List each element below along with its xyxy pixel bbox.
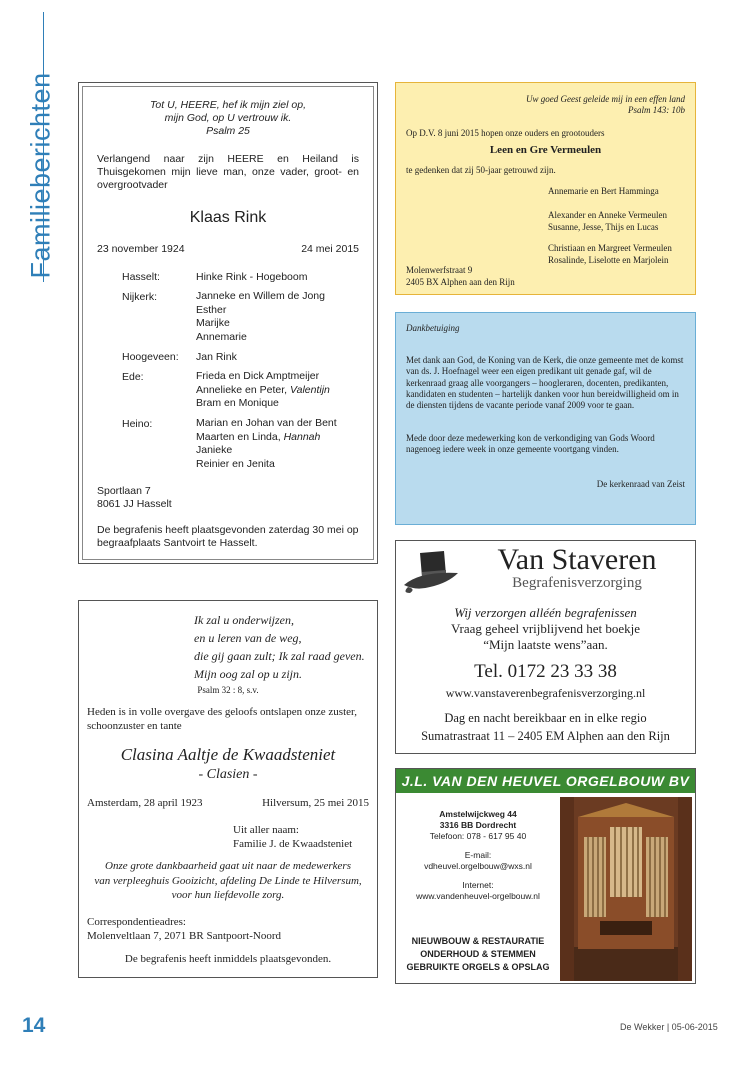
- verm-line: Op D.V. 8 juni 2015 hopen onze ouders en grootouders: [406, 128, 605, 138]
- staveren-slogan: Wij verzorgen alléén begrafenissen: [454, 605, 637, 620]
- kwd-intro: Heden is in volle overgave des geloofs ontslapen onze zuster, schoonzuster en tante: [87, 706, 357, 732]
- family-place: Heino:: [122, 418, 153, 430]
- verm-address: Molenwerfstraat 9: [406, 265, 473, 275]
- birth-date: 23 november 1924: [97, 243, 185, 255]
- verm-verse: Uw goed Geest geleide mij in een effen land: [526, 94, 685, 104]
- notice-klaas-rink: [78, 82, 378, 564]
- children: Christiaan en Margreet Vermeulen: [548, 243, 672, 253]
- dank-signature: De kerkenraad van Zeist: [596, 479, 685, 489]
- death-date: 24 mei 2015: [301, 243, 359, 255]
- heuvel-title-band: J.L. VAN DEN HEUVEL ORGELBOUW BV: [396, 769, 695, 793]
- notice-dankbetuiging: [395, 312, 696, 525]
- rink-verse: Tot U, HEERE, hef ik mijn ziel op, mijn God, op U vertrouw ik. Psalm 25: [149, 99, 306, 137]
- family-names: Janneke en Willem de Jong Esther Marijke Annemarie: [196, 290, 325, 343]
- kwd-death: Hilversum, 25 mei 2015: [262, 797, 369, 809]
- heuvel-contact: Amstelwijckweg 44 3316 BB Dordrecht Telefoon: 078 - 617 95 40 E-mail: vdheuvel.orgelbouw@wxs.nl Internet: www.vandenheuvel-orgelbouw.nl: [400, 809, 556, 902]
- family-place: Hasselt:: [122, 271, 160, 283]
- kwd-signature: Uit aller naam: Familie J. de Kwaadsteniet: [233, 824, 353, 850]
- verm-address: 2405 BX Alphen aan den Rijn: [406, 277, 515, 287]
- family-names: Hinke Rink - Hogeboom: [196, 271, 308, 283]
- family-names: Frieda en Dick Amptmeijer Annelieke en Peter, Valentijn Bram en Monique: [196, 370, 330, 410]
- kwd-verse-ref: Psalm 32 : 8, s.v.: [197, 685, 259, 695]
- top-hat-icon: [400, 549, 462, 595]
- verm-verse-ref: Psalm 143: 10b: [628, 105, 685, 115]
- rink-intro: Verlangend naar zijn HEERE en Heiland is Thuisgekomen mijn lieve man, onze vader, groot- en overgrootvader: [97, 153, 359, 191]
- verm-line: te gedenken dat zij 50-jaar getrouwd zijn.: [406, 165, 556, 175]
- kwd-nickname: - Clasien -: [198, 767, 258, 782]
- rink-burial: De begrafenis heeft plaatsgevonden zaterdag 30 mei op begraafplaats Santvoirt te Hasselt.: [97, 524, 359, 549]
- family-names: Marian en Johan van der Bent Maarten en Linda, Hannah Janieke Reinier en Jenita: [196, 417, 337, 470]
- family-place: Hoogeveen:: [122, 351, 179, 363]
- staveren-sub: Begrafenisverzorging: [512, 575, 642, 591]
- staveren-line: Dag en nacht bereikbaar en in elke regio: [444, 711, 647, 725]
- section-title: Familieberichten: [25, 72, 56, 279]
- footer-credit: De Wekker | 05-06-2015: [620, 1022, 718, 1032]
- heuvel-email[interactable]: vdheuvel.orgelbouw@wxs.nl: [424, 861, 532, 871]
- notice-kwaadsteniet: [78, 600, 378, 978]
- kwd-deceased-name: Clasina Aaltje de Kwaadsteniet: [120, 745, 336, 764]
- family-names: Jan Rink: [196, 351, 237, 363]
- dank-title: Dankbetuiging: [406, 323, 460, 333]
- deceased-name: Klaas Rink: [189, 209, 267, 226]
- staveren-line: “Mijn laatste wens”aan.: [483, 637, 608, 652]
- ad-van-staveren: [395, 540, 696, 754]
- page-number: 14: [22, 1014, 46, 1037]
- family-place: Ede:: [122, 371, 144, 383]
- ad-heuvel-orgelbouw: [395, 768, 696, 984]
- kwd-burial: De begrafenis heeft inmiddels plaatsgevonden.: [124, 953, 332, 965]
- kwd-thanks: Onze grote dankbaarheid gaat uit naar de medewerkers van verpleeghuis Gooizicht, afdeling De Linde te Hilversum, voor hun liefdevolle zorg.: [94, 860, 362, 901]
- staveren-website[interactable]: www.vanstaverenbegrafenisverzorging.nl: [445, 686, 646, 700]
- staveren-line: Vraag geheel vrijblijvend het boekje: [450, 621, 641, 636]
- rink-address: Sportlaan 7 8061 JJ Hasselt: [97, 485, 172, 510]
- dank-paragraph: Mede door deze medewerking kon de verkondiging van Gods Woord nagenoeg iedere week in onze gemeente voortgang vinden.: [406, 433, 655, 455]
- kwd-birth: Amsterdam, 28 april 1923: [87, 797, 203, 809]
- notice-vermeulen: [395, 82, 696, 295]
- staveren-phone: Tel. 0172 23 33 38: [474, 661, 617, 682]
- staveren-name: Van Staveren: [497, 543, 657, 576]
- heuvel-website[interactable]: www.vandenheuvel-orgelbouw.nl: [416, 891, 540, 901]
- heuvel-services: NIEUWBOUW & RESTAURATIE ONDERHOUD & STEMMEN GEBRUIKTE ORGELS & OPSLAG: [406, 936, 550, 972]
- children: Rosalinde, Liselotte en Marjolein: [548, 255, 669, 265]
- children: Susanne, Jesse, Thijs en Lucas: [548, 222, 659, 232]
- family-place: Nijkerk:: [122, 291, 158, 303]
- organ-photo: [560, 797, 692, 981]
- couple-name: Leen en Gre Vermeulen: [489, 144, 602, 156]
- kwd-correspondence: Correspondentieadres: Molenveltlaan 7, 2071 BR Santpoort-Noord: [87, 916, 282, 942]
- staveren-address: Sumatrastraat 11 – 2405 EM Alphen aan den Rijn: [421, 729, 670, 743]
- children: Annemarie en Bert Hamminga: [548, 186, 659, 196]
- kwd-verse: Ik zal u onderwijzen, en u leren van de weg, die gij gaan zult; Ik zal raad geven. Mijn oog zal op u zijn.: [194, 613, 365, 681]
- dank-paragraph: Met dank aan God, de Koning van de Kerk, die onze gemeente met de komst van ds. J. Hoefnagel weer een eigen predikant uit genade gaf, wil de kerkenraad graag alle voorgangers – hoogleraren, docenten, predikanten, kandidaten en studenten – hartelijk danken voor hun bereidwilligheid om in de diensten tijdens de vacante periode vanaf 2009 voor te gaan.: [406, 355, 684, 411]
- children: Alexander en Anneke Vermeulen: [548, 210, 668, 220]
